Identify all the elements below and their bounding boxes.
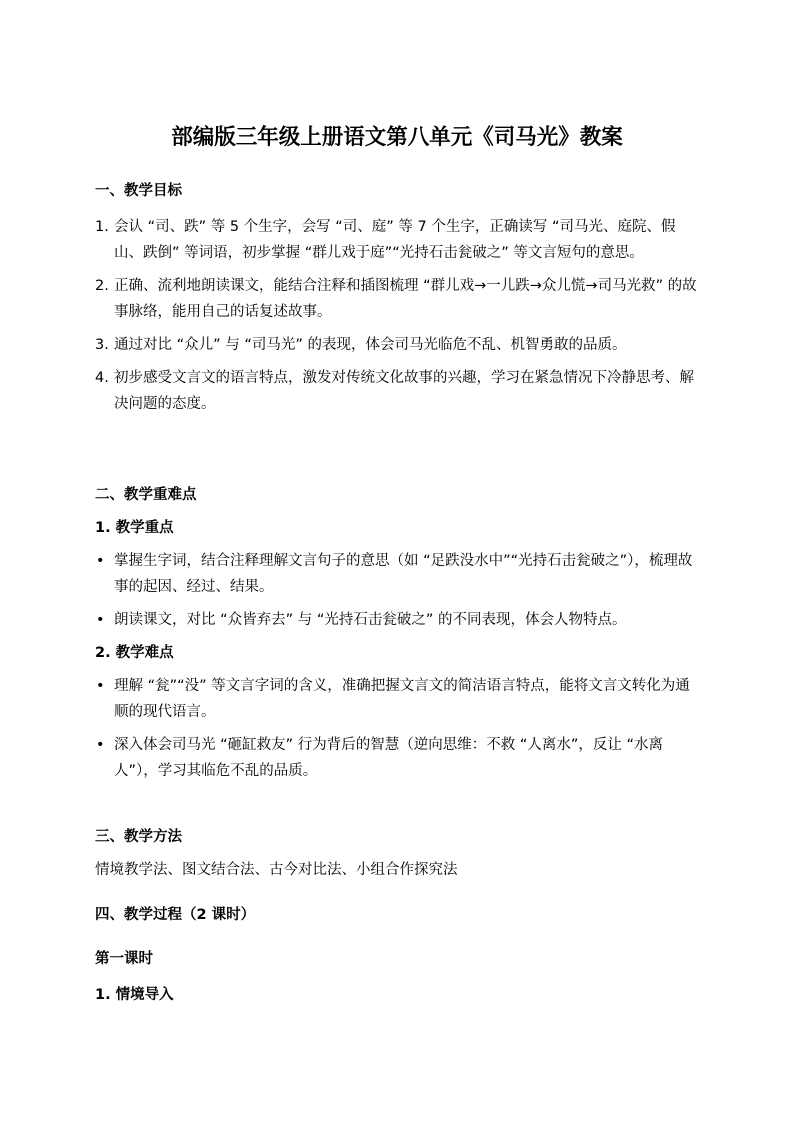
bullet-item [95,548,699,600]
list-item [95,332,699,358]
bullet-dot: • [96,612,105,628]
section-methods [95,824,699,883]
bullet-dot: • [96,678,105,694]
lesson-heading: 第一课时 [95,951,153,967]
section-heading-objectives: 一、教学目标 [95,183,182,199]
bullet-dot: • [96,737,105,753]
item-text: 通过对比 “众儿” 与 “司马光” 的表现，体会司马光临危不乱、机智勇敢的品质。 [114,337,627,353]
methods-text: 情境教学法、图文结合法、古今对比法、小组合作探究法 [95,862,458,878]
sub-heading-key: 1. 教学重点 [95,520,174,536]
section-process [95,902,699,1008]
bullet-text: 理解 “瓮”“没” 等文言字词的含义，准确把握文言文的简洁语言特点，能将文言文转化为通顺的现代语言。 [114,678,690,720]
section-key-points [95,482,699,791]
bullet-item [95,732,699,784]
list-item [95,365,699,417]
bullet-item [95,673,699,725]
list-item [95,214,699,266]
step-heading: 1. 情境导入 [95,987,174,1003]
sub-heading-difficult: 2. 教学难点 [95,645,174,661]
item-text: 正确、流利地朗读课文，能结合注释和插图梳理 “群儿戏→一儿跌→众儿慌→司马光救” 的故事脉络，能用自己的话复述故事。 [114,278,697,320]
section-heading-methods: 三、教学方法 [95,829,182,845]
section-heading-key-points: 二、教学重难点 [95,487,197,503]
bullet-text: 深入体会司马光 “砸缸救友” 行为背后的智慧（逆向思维：不救 “人离水”，反让 “水离人”），学习其临危不乱的品质。 [114,737,663,779]
list-item [95,273,699,325]
bullet-text: 掌握生字词，结合注释理解文言句子的意思（如 “足跌没水中”“光持石击瓮破之”），梳理故事的起因、经过、结果。 [114,553,693,595]
section-heading-process: 四、教学过程（2 课时） [95,907,256,923]
item-number: 1. [95,219,109,235]
page-title: 部编版三年级上册语文第八单元《司马光》教案 [171,125,623,150]
item-text: 会认 “司、跌” 等 5 个生字，会写 “司、庭” 等 7 个生字，正确读写 “司马光、庭院、假山、跌倒” 等词语，初步掌握 “群儿戏于庭”“光持石击瓮破之” 等文言短句的意思。 [114,219,676,261]
bullet-text: 朗读课文，对比 “众皆弃去” 与 “光持石击瓮破之” 的不同表现，体会人物特点。 [114,612,627,628]
bullet-item [95,607,699,633]
bullet-dot: • [96,553,105,569]
section-objectives [95,178,699,424]
item-number: 3. [95,337,109,353]
item-text: 初步感受文言文的语言特点，激发对传统文化故事的兴趣，学习在紧急情况下冷静思考、解决问题的态度。 [114,370,694,412]
item-number: 4. [95,370,109,386]
item-number: 2. [95,278,109,294]
